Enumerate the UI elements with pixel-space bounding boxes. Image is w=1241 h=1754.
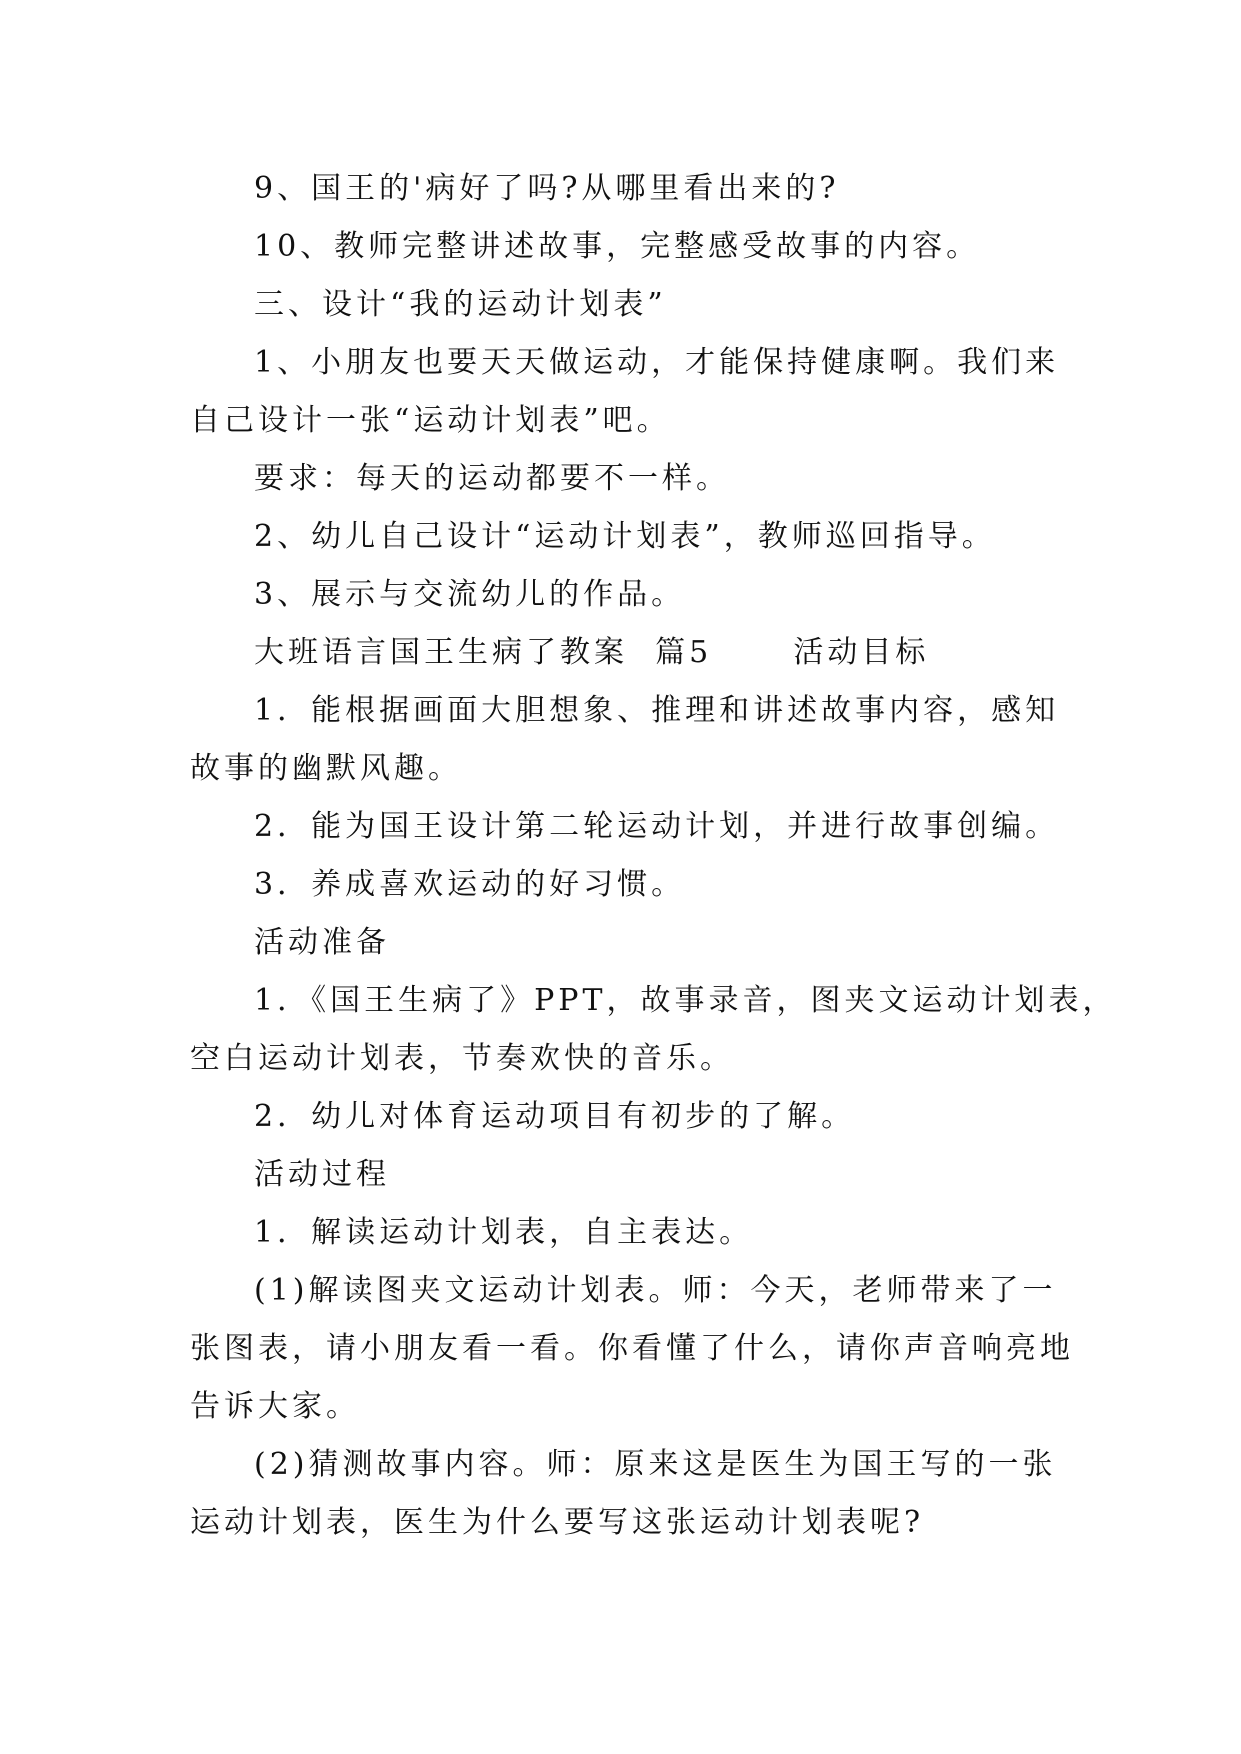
text-line: 3．养成喜欢运动的好习惯。 bbox=[254, 867, 686, 902]
text-line: 1、小朋友也要天天做运动，才能保持健康啊。我们来 bbox=[254, 345, 1060, 380]
section-heading bbox=[190, 624, 1070, 682]
section-heading bbox=[190, 1146, 1070, 1204]
text-line: 空白运动计划表，节奏欢快的音乐。 bbox=[190, 1041, 734, 1076]
paragraph bbox=[190, 798, 1070, 856]
section-heading bbox=[190, 276, 1070, 334]
paragraph bbox=[190, 450, 1070, 508]
paragraph bbox=[190, 682, 1070, 798]
text-line: 3、展示与交流幼儿的作品。 bbox=[254, 577, 686, 612]
text-line: 三、设计“我的运动计划表” bbox=[254, 287, 667, 322]
paragraph bbox=[190, 1262, 1074, 1436]
text-line: 活动过程 bbox=[254, 1157, 390, 1192]
text-line: 大班语言国王生病了教案 篇5 活动目标 bbox=[254, 635, 930, 670]
text-line: 运动计划表，医生为什么要写这张运动计划表呢? bbox=[190, 1505, 925, 1540]
text-line: 要求：每天的运动都要不一样。 bbox=[254, 461, 730, 496]
text-line: 9、国王的'病好了吗?从哪里看出来的? bbox=[254, 171, 840, 206]
text-line: 1．能根据画面大胆想象、推理和讲述故事内容，感知 bbox=[254, 693, 1060, 728]
text-line: 2．能为国王设计第二轮运动计划，并进行故事创编。 bbox=[254, 809, 1060, 844]
text-line: 1．《国王生病了》PPT，故事录音，图夹文运动计划表， bbox=[254, 983, 1117, 1018]
text-line: 1．解读运动计划表，自主表达。 bbox=[254, 1215, 754, 1250]
text-line: 故事的幽默风趣。 bbox=[190, 751, 462, 786]
paragraph bbox=[190, 856, 1070, 914]
document-body bbox=[190, 160, 1117, 1552]
text-line: 张图表，请小朋友看一看。你看懂了什么，请你声音响亮地 bbox=[190, 1331, 1074, 1366]
paragraph bbox=[190, 1204, 1070, 1262]
text-line: 2、幼儿自己设计“运动计划表”，教师巡回指导。 bbox=[254, 519, 996, 554]
paragraph bbox=[190, 566, 1070, 624]
section-heading bbox=[190, 914, 1070, 972]
paragraph bbox=[190, 334, 1070, 450]
paragraph bbox=[190, 1088, 1070, 1146]
text-line: (1)解读图夹文运动计划表。师：今天，老师带来了一 bbox=[254, 1273, 1057, 1308]
text-line: 活动准备 bbox=[254, 925, 390, 960]
text-line: 10、教师完整讲述故事，完整感受故事的内容。 bbox=[254, 229, 981, 264]
paragraph bbox=[190, 972, 1117, 1088]
paragraph bbox=[190, 508, 1070, 566]
text-line: 自己设计一张“运动计划表”吧。 bbox=[190, 403, 671, 438]
paragraph bbox=[190, 160, 1070, 218]
paragraph bbox=[190, 218, 1070, 276]
text-line: 2．幼儿对体育运动项目有初步的了解。 bbox=[254, 1099, 856, 1134]
text-line: (2)猜测故事内容。师：原来这是医生为国王写的一张 bbox=[254, 1447, 1057, 1482]
text-line: 告诉大家。 bbox=[190, 1389, 360, 1424]
paragraph bbox=[190, 1436, 1070, 1552]
